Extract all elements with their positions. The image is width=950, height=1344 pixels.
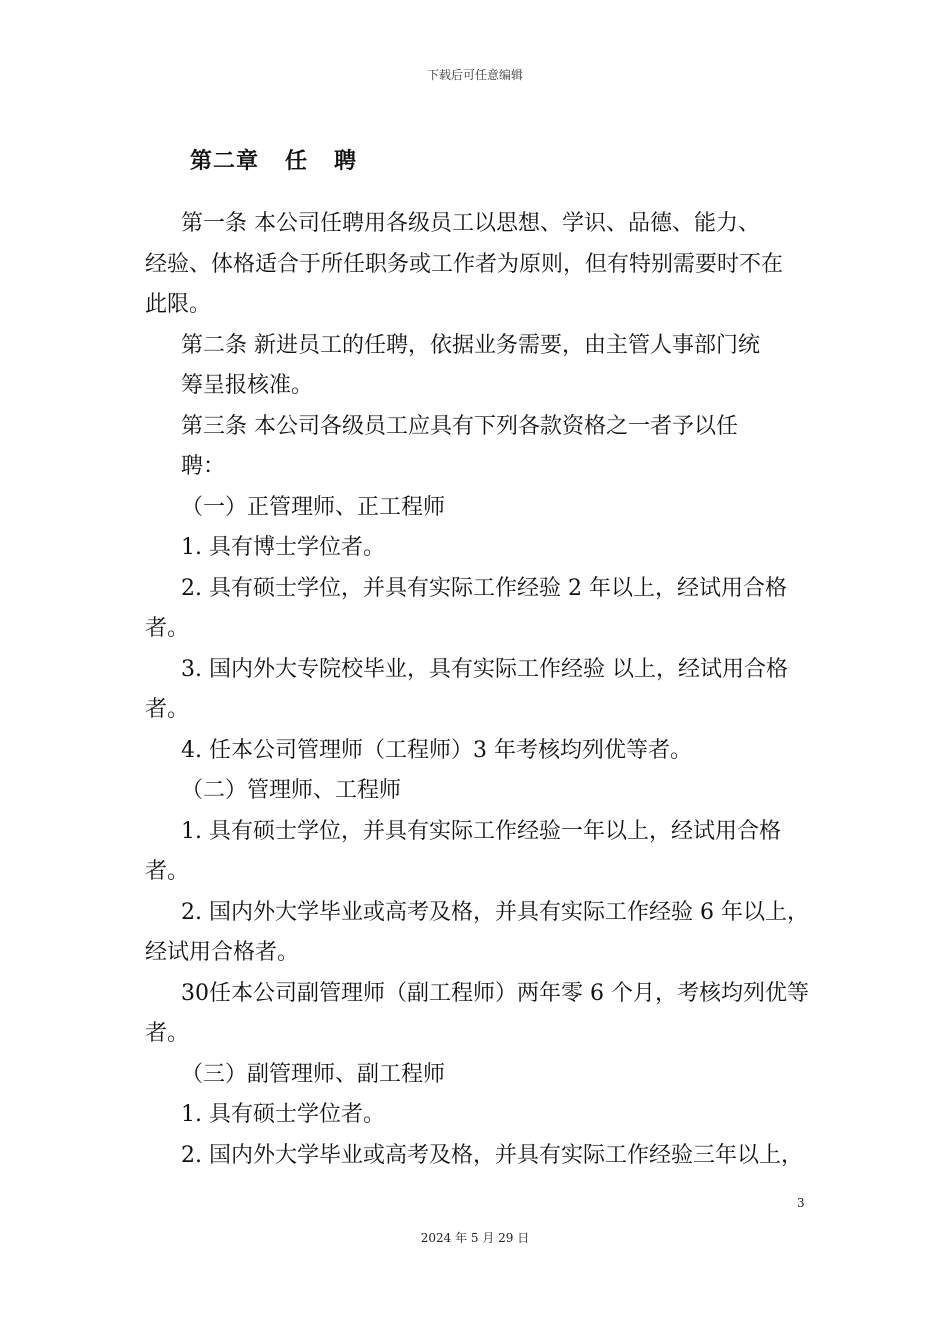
body-line: 3. 国内外大专院校毕业，具有实际工作经验 以上，经试用合格 <box>181 656 788 682</box>
body-line: 经试用合格者。 <box>145 940 300 965</box>
body-line: 30任本公司副管理师（副工程师）两年零 6 个月，考核均列优等 <box>181 980 809 1006</box>
body-line: 第三条 本公司各级员工应具有下列各款资格之一者予以任 <box>181 413 738 439</box>
body-line: （二）管理师、工程师 <box>181 778 402 803</box>
page-number: 3 <box>797 1196 805 1210</box>
body-line: 1. 具有博士学位者。 <box>181 535 385 560</box>
body-line: （一）正管理师、正工程师 <box>181 494 446 520</box>
body-line: 者。 <box>145 697 190 722</box>
body-line: 2. 国内外大学毕业或高考及格，并具有实际工作经验三年以上， <box>181 1142 803 1168</box>
document-body <box>145 204 825 1176</box>
body-line: 第二条 新进员工的任聘，依据业务需要，由主管人事部门统 <box>181 332 760 358</box>
body-line: （三）副管理师、副工程师 <box>181 1061 446 1087</box>
header-note: 下载后可任意编辑 <box>426 68 523 82</box>
body-line: 此限。 <box>145 292 212 317</box>
body-line: 者。 <box>145 1021 190 1046</box>
body-line: 者。 <box>145 859 190 884</box>
chapter-title: 第二章 任 聘 <box>190 149 357 174</box>
body-line: 2. 具有硕士学位，并具有实际工作经验 2 年以上，经试用合格 <box>181 575 787 601</box>
body-line: 4. 任本公司管理师（工程师）3 年考核均列优等者。 <box>181 737 692 763</box>
body-line: 经验、体格适合于所任职务或工作者为原则，但有特别需要时不在 <box>145 251 784 277</box>
body-line: 聘： <box>181 454 226 479</box>
footer-date: 2024 年 5 月 29 日 <box>420 1231 530 1245</box>
body-line: 者。 <box>145 616 190 641</box>
body-line: 第一条 本公司任聘用各级员工以思想、学识、品德、能力、 <box>181 211 760 236</box>
body-line: 筹呈报核准。 <box>181 373 314 398</box>
body-line: 1. 具有硕士学位，并具有实际工作经验一年以上，经试用合格 <box>181 818 781 844</box>
body-line: 2. 国内外大学毕业或高考及格，并具有实际工作经验 6 年以上， <box>181 899 809 925</box>
body-line: 1. 具有硕士学位者。 <box>181 1102 385 1127</box>
